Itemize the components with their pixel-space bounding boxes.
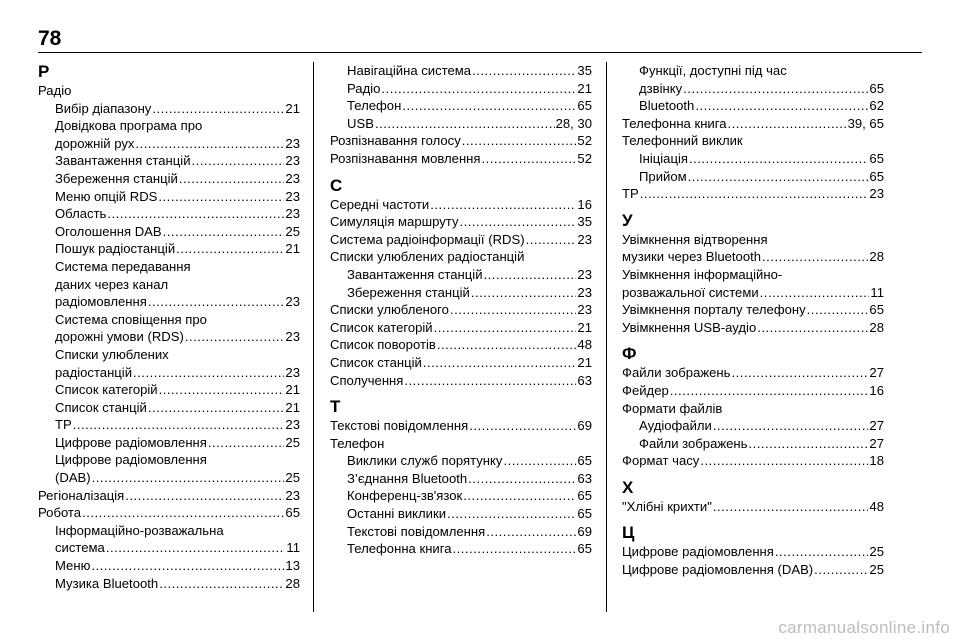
dot-leader (471, 284, 577, 302)
entry-text: USB (347, 115, 374, 131)
page-reference: 65 (869, 302, 884, 318)
dot-leader (91, 557, 284, 575)
index-subentry (330, 97, 592, 115)
dot-leader (179, 170, 285, 188)
page-reference: 23 (577, 266, 592, 282)
dot-leader (148, 399, 285, 417)
index-entry (622, 115, 884, 133)
entry-text: Списки улюблених (55, 346, 169, 362)
entry-text: система (55, 540, 105, 556)
index-subentry (38, 170, 300, 188)
dot-leader (106, 539, 286, 557)
page-reference: 63 (577, 372, 592, 388)
dot-leader (728, 115, 847, 133)
index-subentry (38, 258, 300, 311)
page-reference: 65 (577, 506, 592, 522)
page-reference: 65 (869, 80, 884, 96)
entry-text: розважальної системи (622, 284, 759, 300)
entry-text: Телефон (347, 98, 402, 114)
entry-text: Ініціація (639, 150, 688, 166)
page-reference: 65 (577, 541, 592, 557)
index-subentry (330, 115, 592, 133)
page-reference: 21 (577, 80, 592, 96)
index-subentry (38, 188, 300, 206)
index-letter-heading: Ц (622, 523, 635, 543)
entry-text: Фейдер (622, 382, 669, 398)
page-reference: 69 (577, 523, 592, 539)
dot-leader (163, 223, 285, 241)
index-letter-heading: У (622, 210, 633, 230)
page-reference: 52 (577, 150, 592, 166)
page-reference: 21 (285, 100, 300, 116)
page-reference: 21 (577, 354, 592, 370)
entry-text: Система радіоінформації (RDS) (330, 231, 525, 247)
entry-text: Списки улюблених радіостанцій (330, 249, 525, 265)
dot-leader (713, 498, 869, 516)
index-subentry (330, 505, 592, 523)
dot-leader (814, 561, 868, 579)
dot-leader (503, 452, 576, 470)
entry-text: "Хлібні крихти" (622, 498, 712, 514)
index-subentry (38, 346, 300, 381)
index-entry (330, 231, 592, 249)
page-reference: 65 (577, 453, 592, 469)
index-subentry (38, 100, 300, 118)
index-entry (330, 435, 592, 453)
page-reference: 63 (577, 470, 592, 486)
dot-leader (762, 248, 868, 266)
page-reference: 28, 30 (555, 115, 592, 131)
dot-leader (430, 196, 576, 214)
index-entry (622, 231, 884, 266)
index-column-2 (330, 62, 592, 558)
page-reference: 13 (285, 558, 300, 574)
dot-leader (526, 231, 577, 249)
entry-text: Робота (38, 505, 82, 521)
entry-text: Останні виклики (347, 506, 447, 522)
entry-text: Файли зображень (639, 435, 748, 451)
page-reference: 25 (285, 223, 300, 239)
entry-text: Списки улюбленого (330, 302, 449, 318)
entry-text: Завантаження станцій (347, 266, 483, 282)
dot-leader (453, 540, 577, 558)
page-reference: 25 (285, 434, 300, 450)
index-entry (622, 364, 884, 382)
entry-text: даних через канал (55, 276, 169, 292)
index-subentry (38, 399, 300, 417)
dot-leader (133, 364, 284, 382)
entry-text: Прийом (639, 168, 687, 184)
dot-leader (460, 213, 577, 231)
entry-text: Увімкнення інформаційно- (622, 266, 783, 282)
page-reference: 23 (577, 284, 592, 300)
entry-text: (DAB) (55, 470, 91, 486)
page-reference: 23 (285, 170, 300, 186)
index-subentry (622, 417, 884, 435)
dot-leader (688, 168, 869, 186)
page-reference: 18 (869, 453, 884, 469)
entry-text: Збереження станцій (55, 170, 178, 186)
page-reference: 48 (577, 337, 592, 353)
entry-text: Система сповіщення про (55, 311, 207, 327)
index-entry (622, 543, 884, 561)
dot-leader (185, 328, 285, 346)
dot-leader (135, 135, 284, 153)
entry-text: Список категорій (55, 382, 158, 398)
entry-text: Телефон (330, 435, 385, 451)
dot-leader (748, 435, 868, 453)
entry-text: дорожні умови (RDS) (55, 329, 184, 345)
entry-text: Телефонна книга (347, 541, 452, 557)
index-subentry (38, 522, 300, 557)
page-reference: 28 (869, 319, 884, 335)
entry-text: дзвінку (639, 80, 683, 96)
index-entry (330, 354, 592, 372)
index-column-3 (622, 62, 884, 579)
column-divider (313, 62, 314, 612)
page-reference: 21 (577, 319, 592, 335)
dot-leader (176, 240, 284, 258)
entry-text: Формати файлів (622, 400, 723, 416)
page-reference: 27 (869, 418, 884, 434)
dot-leader (463, 487, 576, 505)
page-reference: 23 (577, 231, 592, 247)
dot-leader (437, 336, 577, 354)
dot-leader (700, 452, 868, 470)
index-subentry (330, 487, 592, 505)
entry-text: Файли зображень (622, 365, 731, 381)
index-entry (622, 266, 884, 301)
index-entry (622, 319, 884, 337)
dot-leader (148, 293, 285, 311)
index-subentry (330, 452, 592, 470)
page-reference: 23 (285, 206, 300, 222)
entry-text: Розпізнавання голосу (330, 133, 461, 149)
entry-text: З’єднання Bluetooth (347, 470, 468, 486)
page-reference: 21 (285, 399, 300, 415)
page-reference: 16 (869, 382, 884, 398)
index-subentry (38, 117, 300, 152)
entry-text: Завантаження станцій (55, 153, 191, 169)
page-reference: 25 (869, 544, 884, 560)
page-reference: 23 (869, 186, 884, 202)
dot-leader (484, 266, 577, 284)
dot-leader (404, 372, 576, 390)
dot-leader (375, 115, 555, 133)
page-reference: 23 (285, 329, 300, 345)
entry-text: Цифрове радіомовлення (55, 452, 207, 468)
page-reference: 23 (285, 135, 300, 151)
index-subentry (38, 240, 300, 258)
entry-text: Збереження станцій (347, 284, 470, 300)
index-entry (330, 301, 592, 319)
page-reference: 23 (285, 153, 300, 169)
entry-text: Область (55, 206, 107, 222)
dot-leader (807, 301, 869, 319)
page-reference: 16 (577, 196, 592, 212)
index-entry (622, 301, 884, 319)
dot-leader (731, 364, 868, 382)
index-entry (330, 248, 592, 266)
entry-text: Пошук радіостанцій (55, 241, 176, 257)
dot-leader (713, 417, 869, 435)
dot-leader (472, 62, 576, 80)
index-subentry (38, 152, 300, 170)
page-reference: 27 (869, 435, 884, 451)
page-reference: 52 (577, 133, 592, 149)
index-entry (330, 213, 592, 231)
index-subentry (330, 62, 592, 80)
entry-text: Сполучення (330, 372, 404, 388)
entry-text: Радіо (347, 80, 381, 96)
index-entry (38, 504, 300, 522)
entry-text: Навігаційна система (347, 63, 472, 78)
entry-text: Вибір діапазону (55, 100, 152, 116)
entry-text: музики через Bluetooth (622, 249, 762, 265)
index-subentry (622, 168, 884, 186)
entry-text: Функції, доступні під час (639, 63, 787, 78)
entry-text: Цифрове радіомовлення (55, 434, 207, 450)
index-subentry (38, 575, 300, 593)
entry-text: Меню (55, 558, 91, 574)
index-subentry (622, 435, 884, 453)
index-entry (622, 498, 884, 516)
dot-leader (152, 100, 284, 118)
index-entry (38, 82, 300, 100)
entry-text: Увімкнення порталу телефону (622, 302, 806, 318)
index-entry (622, 132, 884, 150)
dot-leader (482, 150, 577, 168)
dot-leader (447, 505, 576, 523)
entry-text: Цифрове радіомовлення (622, 544, 774, 560)
entry-text: Формат часу (622, 453, 700, 469)
dot-leader (82, 504, 284, 522)
header-rule (38, 52, 922, 53)
page-reference: 69 (577, 418, 592, 434)
index-entry (330, 150, 592, 168)
index-subentry (330, 470, 592, 488)
index-subentry (622, 150, 884, 168)
index-entry (622, 561, 884, 579)
entry-text: Конференц-зв'язок (347, 488, 463, 504)
page-reference: 11 (870, 284, 884, 300)
entry-text: дорожній рух (55, 135, 135, 151)
page-reference: 48 (869, 498, 884, 514)
index-letter-heading: Ф (622, 344, 637, 364)
page-reference: 62 (869, 98, 884, 114)
page-reference: 11 (286, 540, 300, 556)
dot-leader (125, 487, 284, 505)
index-subentry (330, 284, 592, 302)
entry-text: радіостанцій (55, 364, 133, 380)
entry-text: Список категорій (330, 319, 433, 335)
entry-text: Увімкнення відтворення (622, 231, 768, 247)
page-reference: 39, 65 (847, 115, 884, 131)
page-reference: 23 (285, 417, 300, 433)
dot-leader (192, 152, 285, 170)
entry-text: Увімкнення USB-аудіо (622, 319, 757, 335)
entry-text: TP (622, 186, 639, 202)
dot-leader (486, 523, 576, 541)
entry-text: Цифрове радіомовлення (DAB) (622, 562, 814, 578)
page-reference: 35 (577, 63, 592, 78)
page-reference: 65 (285, 505, 300, 521)
index-letter-heading: С (330, 175, 343, 195)
index-subentry (38, 434, 300, 452)
index-subentry (330, 523, 592, 541)
entry-text: Список поворотів (330, 337, 436, 353)
entry-text: TP (55, 417, 72, 433)
entry-text: Телефонний виклик (622, 133, 743, 149)
dot-leader (469, 417, 576, 435)
index-letter-heading: Т (330, 397, 341, 417)
page-reference: 23 (285, 294, 300, 310)
entry-text: Виклики служб порятунку (347, 453, 503, 469)
dot-leader (683, 80, 868, 98)
index-letter-heading: Р (38, 62, 50, 81)
page-reference: 25 (869, 562, 884, 578)
index-subentry (330, 80, 592, 98)
page-reference: 23 (285, 188, 300, 204)
entry-text: Довідкова програма про (55, 118, 203, 134)
entry-text: Система передавання (55, 258, 191, 274)
entry-text: Симуляція маршруту (330, 214, 459, 230)
index-letter-heading: Х (622, 477, 634, 497)
entry-text: радіомовлення (55, 294, 147, 310)
dot-leader (208, 434, 285, 452)
dot-leader (760, 284, 870, 302)
page-reference: 23 (285, 487, 300, 503)
dot-leader (402, 97, 576, 115)
index-subentry (38, 451, 300, 486)
index-entry (330, 132, 592, 150)
dot-leader (462, 132, 577, 150)
index-entry (38, 487, 300, 505)
entry-text: Текстові повідомлення (330, 418, 469, 434)
index-entry (330, 336, 592, 354)
page-reference: 28 (285, 575, 300, 591)
index-subentry (38, 311, 300, 346)
dot-leader (434, 319, 577, 337)
index-entry (330, 319, 592, 337)
page-reference: 65 (577, 488, 592, 504)
page-reference: 25 (285, 470, 300, 486)
entry-text: Список станцій (330, 354, 422, 370)
index-subentry (330, 266, 592, 284)
index-subentry (38, 557, 300, 575)
index-subentry (38, 381, 300, 399)
page-reference: 23 (285, 364, 300, 380)
dot-leader (757, 319, 868, 337)
index-entry (622, 382, 884, 400)
entry-text: Середні частоти (330, 196, 430, 212)
entry-text: Регіоналізація (38, 487, 125, 503)
dot-leader (468, 470, 576, 488)
dot-leader (423, 354, 577, 372)
entry-text: Інформаційно-розважальна (55, 522, 224, 538)
index-entry (622, 452, 884, 470)
page-reference: 35 (577, 214, 592, 230)
page-reference: 21 (285, 241, 300, 257)
column-divider (606, 62, 607, 612)
entry-text: Меню опцій RDS (55, 188, 158, 204)
dot-leader (689, 150, 868, 168)
index-entry (330, 372, 592, 390)
index-subentry (38, 223, 300, 241)
dot-leader (158, 188, 284, 206)
page-reference: 21 (285, 382, 300, 398)
dot-leader (92, 469, 285, 487)
entry-text: Радіо (38, 83, 72, 98)
dot-leader (450, 301, 576, 319)
page-reference: 65 (869, 150, 884, 166)
index-subentry (38, 205, 300, 223)
dot-leader (695, 97, 868, 115)
index-subentry (330, 540, 592, 558)
page-reference: 23 (577, 302, 592, 318)
index-entry (622, 400, 884, 418)
index-entry (330, 417, 592, 435)
entry-text: Телефонна книга (622, 115, 727, 131)
index-column-1 (38, 62, 300, 592)
dot-leader (159, 381, 285, 399)
dot-leader (640, 185, 869, 203)
dot-leader (159, 575, 284, 593)
dot-leader (107, 205, 284, 223)
index-subentry (38, 416, 300, 434)
watermark: carmanualsonline.info (778, 618, 950, 637)
page-number: 78 (38, 27, 62, 50)
page-reference: 28 (869, 249, 884, 265)
page-reference: 65 (869, 168, 884, 184)
entry-text: Список станцій (55, 399, 147, 415)
entry-text: Музика Bluetooth (55, 575, 159, 591)
index-entry (622, 185, 884, 203)
dot-leader (381, 80, 576, 98)
entry-text: Текстові повідомлення (347, 523, 486, 539)
index-entry (330, 196, 592, 214)
entry-text: Аудіофайли (639, 418, 712, 434)
index-subentry (622, 97, 884, 115)
dot-leader (670, 382, 869, 400)
page-reference: 27 (869, 365, 884, 381)
entry-text: Bluetooth (639, 98, 695, 114)
dot-leader (775, 543, 869, 561)
index-subentry (622, 62, 884, 97)
entry-text: Оголошення DAB (55, 223, 162, 239)
page-reference: 65 (577, 98, 592, 114)
dot-leader (73, 416, 285, 434)
entry-text: Розпізнавання мовлення (330, 150, 481, 166)
